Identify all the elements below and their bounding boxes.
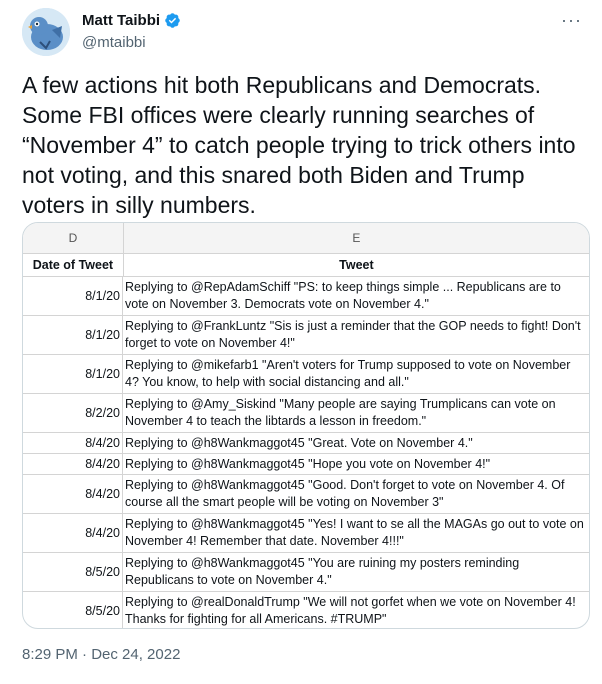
tweet-image-spreadsheet[interactable] [22,222,590,629]
table-row [23,355,589,394]
header-date: Date of Tweet [23,254,124,276]
cell-tweet: Replying to @h8Wankmaggot45 "You are ruining my posters reminding Republicans to vote on November 4." [125,556,520,587]
cell-date: 8/4/20 [23,514,123,552]
cell-date: 8/1/20 [23,277,123,315]
spreadsheet [23,223,589,629]
table-row [23,433,589,454]
cell-tweet: Replying to @Amy_Siskind "Many people are saying Trumplicans can vote on November 4 to teach the libtards a lesson in freedom." [125,397,556,428]
column-letter-e: E [352,231,361,245]
cell-date: 8/1/20 [23,316,123,354]
verified-badge-icon [164,12,181,29]
cell-tweet: Replying to @h8Wankmaggot45 "Great. Vote on November 4." [125,435,473,450]
column-letter-d: D [23,223,124,253]
table-row [23,316,589,355]
header-row [23,254,589,277]
cell-date: 8/2/20 [23,394,123,432]
tweet-header [22,8,582,58]
cell-date: 8/5/20 [23,553,123,591]
table-row [23,454,589,475]
cell-tweet: Replying to @mikefarb1 "Aren't voters for Trump supposed to vote on November 4? You know, to help with social distancing and all." [125,358,571,389]
cell-date: 8/5/20 [23,592,123,629]
author-name[interactable]: Matt Taibbi [82,12,161,29]
blue-bird-illustration-icon [22,8,70,56]
cell-date: 8/4/20 [23,475,123,513]
cell-tweet: Replying to @h8Wankmaggot45 "Good. Don't forget to vote on November 4. Of course all the smart people will be voting on November 3" [125,478,565,509]
cell-date: 8/4/20 [23,454,123,474]
table-row [23,394,589,433]
cell-tweet: Replying to @h8Wankmaggot45 "Hope you vote on November 4!" [125,456,491,471]
cell-tweet: Replying to @realDonaldTrump "We will not gorfet when we vote on November 4! Thanks for fighting for all Americans. #TRUMP" [125,595,576,626]
header-tweet: Tweet [339,258,374,272]
cell-date: 8/4/20 [23,433,123,453]
column-letters-row [23,223,589,254]
more-options-icon[interactable]: ··· [561,10,582,30]
table-row [23,592,589,629]
table-row [23,475,589,514]
table-row [23,553,589,592]
tweet-text: A few actions hit both Republicans and Democrats. Some FBI offices were clearly running searches of “November 4” to catch people trying to trick others into not voting, and this snared both Biden and Trump voters in silly numbers. [22,72,576,218]
cell-date: 8/1/20 [23,355,123,393]
tweet-timestamp[interactable]: 8:29 PM · Dec 24, 2022 [22,646,181,663]
author-handle[interactable]: @mtaibbi [82,34,146,51]
cell-tweet: Replying to @FrankLuntz "Sis is just a reminder that the GOP needs to fight! Don't forget to vote on November 4!" [125,319,581,350]
avatar[interactable] [22,8,70,56]
table-row [23,277,589,316]
cell-tweet: Replying to @h8Wankmaggot45 "Yes! I want to se all the MAGAs go out to vote on November 4! Remember that date. November 4!!!" [125,517,584,548]
cell-tweet: Replying to @RepAdamSchiff "PS: to keep things simple ... Republicans are to vote on November 3. Democrats vote on November 4." [125,280,561,311]
table-row [23,514,589,553]
